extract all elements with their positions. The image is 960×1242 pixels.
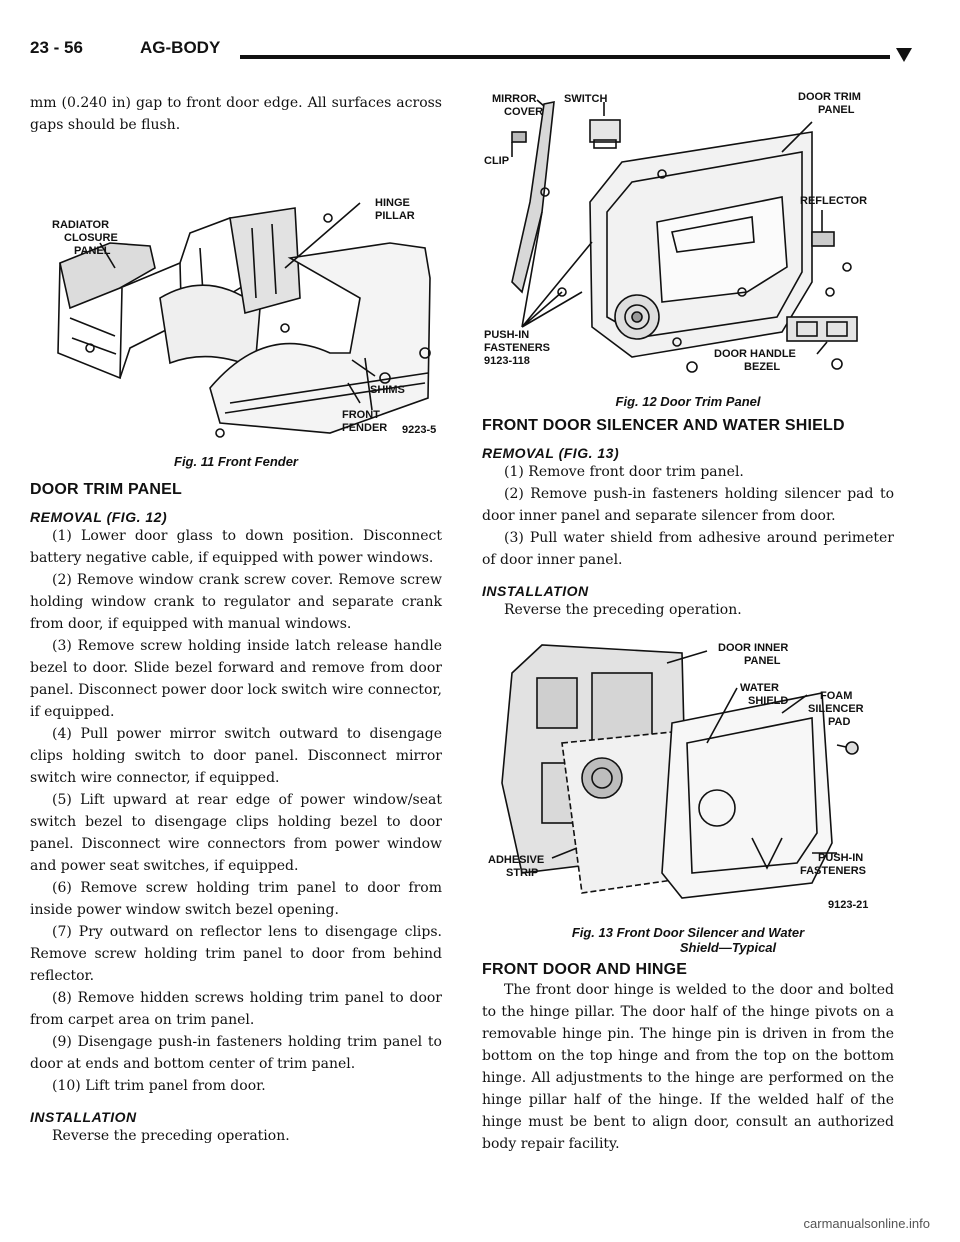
figure-12: [482, 92, 894, 409]
label-pushin-1: PUSH-IN: [484, 329, 530, 341]
door-trim-panel-illustration: [482, 92, 894, 382]
caption-line: Shield—Typical: [679, 940, 777, 955]
figure-11-caption: Fig. 11 Front Fender: [174, 454, 298, 469]
label-pushin-2: FASTENERS: [800, 865, 867, 877]
caption-line: Fig. 13 Front Door Silencer and Water: [571, 925, 805, 940]
label-radiator-2: CLOSURE: [64, 232, 118, 244]
right-column: [482, 92, 894, 1155]
door-trim-steps: [30, 525, 442, 1097]
label-pushin-2: FASTENERS: [484, 342, 551, 354]
label-inner-1: DOOR INNER: [718, 642, 789, 654]
svg-text:DOOR INNER PANEL: [718, 642, 791, 667]
label-reflector: REFLECTOR: [800, 195, 868, 207]
label-switch: SWITCH: [564, 93, 608, 105]
label-pushin-1: PUSH-IN: [818, 852, 864, 864]
label-clip: CLIP: [484, 155, 510, 167]
label-inner-2: PANEL: [744, 655, 781, 667]
left-column: [30, 92, 442, 1147]
label-shims: SHIMS: [370, 384, 405, 396]
label-handle-1: DOOR HANDLE: [714, 348, 796, 360]
step: (8) Remove hidden screws holding trim panel to door from carpet area on trim panel.: [30, 990, 442, 1028]
label-hinge-1: HINGE: [375, 197, 410, 209]
step: (6) Remove screw holding trim panel to door from inside power window switch bezel opening.: [30, 880, 442, 918]
label-trim-2: PANEL: [818, 104, 855, 116]
svg-text:DOOR HANDLE BEZEL: [714, 348, 799, 373]
page-number: 23 - 56: [30, 38, 83, 57]
silencer-heading: FRONT DOOR SILENCER AND WATER SHIELD: [482, 417, 845, 434]
label-foam-1: FOAM: [820, 690, 853, 702]
svg-text:FRONT FENDER: [342, 409, 387, 434]
label-adhesive-2: STRIP: [506, 867, 539, 879]
step: (2) Remove push-in fasteners holding silencer pad to door inner panel and separate silencer from door.: [482, 486, 894, 524]
step: (2) Remove window crank screw cover. Remove screw holding window crank to regulator and separate crank from door, if equipped with manual windows.: [30, 572, 442, 632]
label-water-2: SHIELD: [748, 695, 789, 707]
label-radiator-1: RADIATOR: [52, 219, 110, 231]
figure-11: [30, 148, 442, 469]
label-radiator-3: PANEL: [74, 245, 111, 257]
svg-text:HINGE PILLAR: [375, 197, 415, 222]
figure-code: 9223-5: [402, 424, 437, 436]
step: (4) Pull power mirror switch outward to disengage clips holding switch to door panel. Disconnect mirror switch wire connector, if equipped.: [30, 726, 442, 786]
label-handle-2: BEZEL: [744, 361, 781, 373]
label-water-1: WATER: [740, 682, 779, 694]
silencer-install-heading: INSTALLATION: [482, 583, 589, 599]
svg-text:PUSH-IN FASTENERS: [484, 329, 553, 367]
section-title: AG-BODY: [140, 38, 221, 57]
label-mirror-2: COVER: [504, 106, 544, 118]
label-adhesive-1: ADHESIVE: [488, 854, 545, 866]
svg-text:DOOR TRIM PANEL: [798, 92, 864, 116]
front-fender-illustration: [30, 148, 442, 448]
step: (5) Lift upward at rear edge of power window/seat switch bezel to disengage clips holding bezel to door panel. Disconnect wire connectors from power window and power seat switches, if equipped.: [30, 792, 442, 874]
door-trim-install-heading: INSTALLATION: [30, 1109, 137, 1125]
step: (1) Remove front door trim panel.: [504, 464, 744, 480]
figure-12-caption: Fig. 12 Door Trim Panel: [615, 394, 761, 409]
header-rule: [240, 55, 890, 59]
step: (9) Disengage push-in fasteners holding trim panel to door at ends and bottom center of trim panel.: [30, 1034, 442, 1072]
label-foam-2: SILENCER: [808, 703, 864, 715]
figure-code: 9123-118: [484, 355, 530, 367]
step: (7) Pry outward on reflector lens to disengage clips. Remove screw holding trim panel to door from behind reflector.: [30, 924, 442, 984]
label-trim-1: DOOR TRIM: [798, 92, 861, 103]
silencer-removal-heading: REMOVAL (FIG. 13): [482, 445, 620, 461]
hinge-heading: FRONT DOOR AND HINGE: [482, 961, 688, 978]
step: (10) Lift trim panel from door.: [52, 1078, 266, 1094]
watermark: carmanualsonline.info: [803, 1216, 930, 1231]
down-triangle-icon: [896, 48, 912, 62]
label-fender-1: FRONT: [342, 409, 380, 421]
door-trim-heading: DOOR TRIM PANEL: [30, 481, 183, 498]
figure-13-caption: [482, 925, 894, 955]
label-foam-3: PAD: [828, 716, 851, 728]
label-fender-2: FENDER: [342, 422, 388, 434]
step: (3) Pull water shield from adhesive around perimeter of door inner panel.: [482, 530, 894, 568]
door-silencer-illustration: [482, 633, 894, 923]
silencer-steps: [482, 461, 894, 571]
figure-code: 9123-21: [828, 899, 869, 911]
silencer-install-text: Reverse the preceding operation.: [504, 602, 742, 618]
intro-paragraph: mm (0.240 in) gap to front door edge. All surfaces across gaps should be flush.: [30, 95, 442, 133]
label-hinge-2: PILLAR: [375, 210, 415, 222]
door-trim-install-text: Reverse the preceding operation.: [52, 1128, 290, 1144]
hinge-paragraph: The front door hinge is welded to the door and bolted to the hinge pillar. The door half of the hinge pivots on a removable hinge pin. The hinge pin is driven in from the bottom on the top hinge and from the top on the bottom hinge. All adjustments to the hinge are performed on the hinge pillar half of the hinge. If the welded half of the hinge must be bent to align door, consult an authorized body repair facility.: [482, 982, 894, 1152]
door-trim-removal-heading: REMOVAL (FIG. 12): [30, 509, 168, 525]
label-mirror-1: MIRROR: [492, 93, 537, 105]
step: (1) Lower door glass to down position. Disconnect battery negative cable, if equipped with power windows.: [30, 528, 442, 566]
svg-text:WATER SHIELD: [740, 682, 788, 707]
figure-13: [482, 633, 894, 955]
svg-text:MIRROR COVER: [492, 93, 543, 118]
step: (3) Remove screw holding inside latch release handle bezel to door. Slide bezel forward and remove from door panel. Disconnect power door lock switch wire connector, if equipped.: [30, 638, 442, 720]
page-header: [30, 38, 930, 78]
